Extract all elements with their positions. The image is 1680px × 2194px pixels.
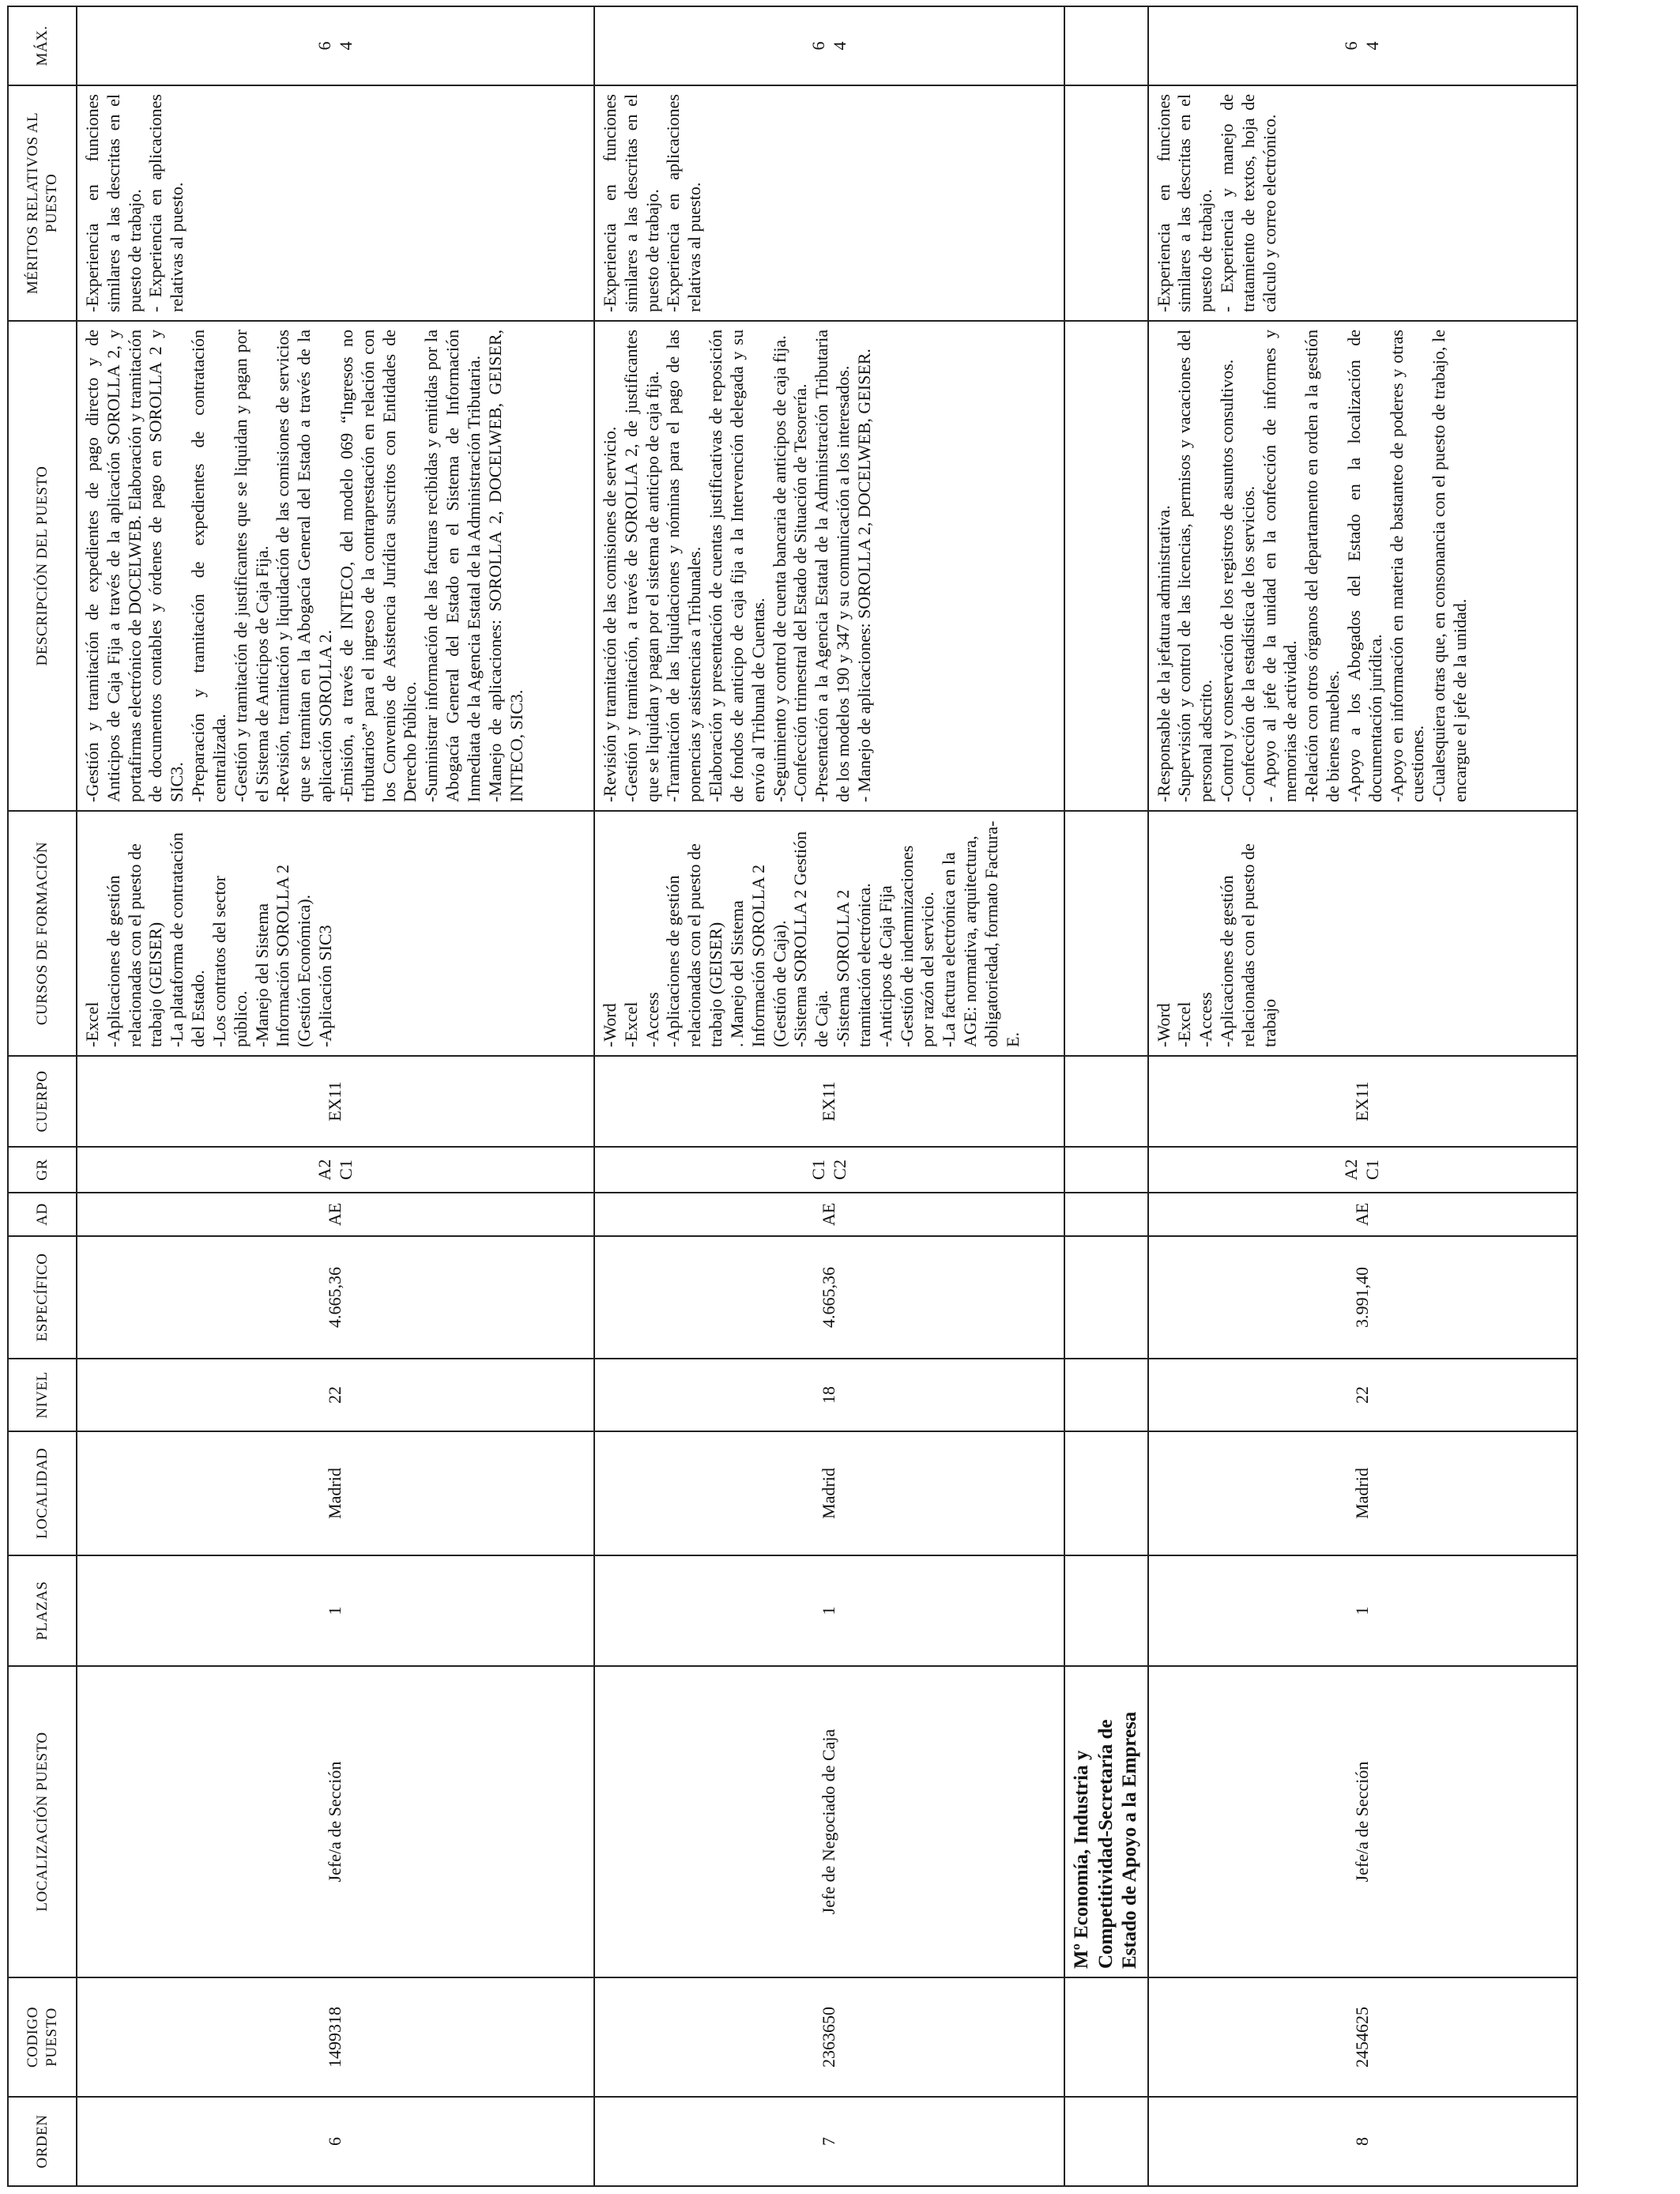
list-item: - Manejo de aplicaciones: SOROLLA 2, DOCELWEB, GEISER.	[853, 349, 874, 802]
gr-1: A2	[314, 1159, 334, 1181]
header-descripcion: DESCRIPCIÓN DEL PUESTO	[8, 321, 77, 811]
cell-meritos	[1148, 85, 1578, 321]
list-item: -Revisión, tramitación y liquidación de las comisiones de servicios que se tramitan en la Abogacía General del Estado a través de la aplicación SOROLLA 2.	[273, 330, 336, 802]
header-max: MÁX.	[8, 6, 77, 85]
job-positions-table	[7, 6, 1578, 2187]
gr-1: C1	[808, 1159, 828, 1180]
section-row	[1064, 6, 1148, 2186]
list-item: -Aplicaciones de gestión relacionadas con el puesto de trabajo (GEISER)	[103, 843, 166, 1047]
list-item: -Access	[642, 992, 662, 1047]
list-item: -Confección de la estadística de los servicios.	[1237, 485, 1258, 802]
header-cuerpo: CUERPO	[8, 1056, 77, 1147]
list-item: -Presentación a la Agencia Estatal de la Administración Tributaria de los modelos 190 y 347 y su comunicación a los interesados.	[812, 330, 853, 802]
cell-nivel: 22	[1148, 1359, 1578, 1431]
header-meritos: MÉRITOS RELATIVOS AL PUESTO	[8, 85, 77, 321]
list-item: -Aplicaciones de gestión relacionadas con el puesto de trabajo (GEISER)	[663, 843, 726, 1047]
cell-puesto: Jefe/a de Sección	[1148, 1666, 1578, 1977]
header-gr: GR	[8, 1147, 77, 1193]
cell-max	[77, 6, 594, 85]
cell-localidad: Madrid	[77, 1431, 594, 1555]
list-item: . Manejo del Sistema Información SOROLLA 2 (Gestión de Caja).	[726, 865, 789, 1047]
list-item: -Manejo de aplicaciones: SOROLLA 2, DOCELWEB, GEISER, INTECO, SIC3.	[484, 330, 526, 802]
cell-ad: AE	[77, 1193, 594, 1236]
cell-puesto: Jefe/a de Sección	[77, 1666, 594, 1977]
list-item: -Aplicación SIC3	[315, 925, 336, 1047]
cell-especifico: 4.665,36	[77, 1236, 594, 1359]
header-plazas: PLAZAS	[8, 1555, 77, 1666]
list-item: -Revisión y tramitación de las comisiones de servicio.	[600, 426, 620, 802]
cell-cursos	[77, 811, 594, 1056]
section-title: Mº Economía, Industria y Competitividad-Secretaría de Estado de Apoyo a la Empresa	[1064, 1666, 1148, 1977]
list-item: -Gestión y tramitación, a través de SOROLLA 2, de justificantes que se liquidan y pagan por el sistema de anticipo de caja fija.	[620, 330, 662, 802]
cell-especifico: 4.665,36	[594, 1236, 1064, 1359]
cell-nivel: 18	[594, 1359, 1064, 1431]
cell-nivel: 22	[77, 1359, 594, 1431]
list-item: -Apoyo a los Abogados del Estado en la localización de documentación jurídica.	[1343, 330, 1385, 802]
cell-meritos	[77, 85, 594, 321]
table-row	[594, 6, 1064, 2186]
list-item: -Anticipos de Caja Fija	[875, 885, 895, 1047]
cell-gr	[77, 1147, 594, 1193]
cell-gr	[594, 1147, 1064, 1193]
cell-plazas: 1	[1148, 1555, 1578, 1666]
list-item: -Experiencia en aplicaciones relativas al puesto.	[663, 94, 705, 312]
cell-orden: 7	[594, 2097, 1064, 2186]
cell-max	[594, 6, 1064, 85]
max-1: 6	[808, 41, 828, 51]
cell-descripcion	[1148, 321, 1578, 811]
list-item: -Preparación y tramitación de expedientes de contratación centralizada.	[188, 330, 229, 802]
header-localidad: LOCALIDAD	[8, 1431, 77, 1555]
list-item: -Tramitación de las liquidaciones y nóminas para el pago de las ponencias y asistencias a Tribunales.	[663, 330, 705, 802]
list-item: -La factura electrónica en la AGE: normativa, arquitectura, obligatoriedad, formato Factura-E.	[939, 820, 1023, 1047]
cell-cuerpo: EX11	[1148, 1056, 1578, 1147]
cell-ad: AE	[1148, 1193, 1578, 1236]
list-item: -Gestión de indemnizaciones por razón del servicio.	[896, 845, 938, 1047]
max-2: 4	[1362, 41, 1383, 51]
header-especifico: ESPECÍFICO	[8, 1236, 77, 1359]
cell-puesto: Jefe de Negociado de Caja	[594, 1666, 1064, 1977]
list-item: - Experiencia en aplicaciones relativas al puesto.	[145, 94, 187, 312]
cell-plazas: 1	[594, 1555, 1064, 1666]
list-item: -Access	[1196, 992, 1216, 1047]
cell-codigo: 2363650	[594, 1977, 1064, 2097]
list-item: -Relación con otros órganos del departamento en orden a la gestión de bienes muebles.	[1301, 330, 1343, 802]
list-item: -Sistema SOROLLA 2 tramitación electrónica.	[833, 883, 874, 1047]
max-1: 6	[314, 41, 334, 51]
cell-cursos	[1148, 811, 1578, 1056]
cell-codigo: 2454625	[1148, 1977, 1578, 2097]
list-item: -Excel	[82, 1001, 102, 1047]
max-2: 4	[335, 41, 356, 51]
list-item: -Word	[600, 1003, 620, 1047]
cell-orden: 8	[1148, 2097, 1578, 2186]
list-item: -Cualesquiera otras que, en consonancia con el puesto de trabajo, le encargue el jefe de la unidad.	[1429, 330, 1471, 802]
cell-descripcion	[594, 321, 1064, 811]
cell-ad: AE	[594, 1193, 1064, 1236]
gr-2: C1	[1362, 1159, 1383, 1180]
list-item: -Emisión, a través de INTECO, del modelo 069 “Ingresos no tributarios” para el ingreso de la contraprestación en relación con los Convenios de Asistencia Jurídica suscritos con Entidades de Derecho Público.	[336, 330, 420, 802]
header-row	[8, 6, 77, 2186]
max-1: 6	[1341, 41, 1362, 51]
list-item: -Gestión y tramitación de justificantes que se liquidan y pagan por el Sistema de Anticipos de Caja Fija.	[230, 330, 272, 802]
list-item: -Elaboración y presentación de cuentas justificativas de reposición de fondos de anticipo de caja fija a la Intervención delegada y su envío al Tribunal de Cuentas.	[706, 330, 768, 802]
list-item: -Aplicaciones de gestión relacionadas con el puesto de trabajo	[1216, 843, 1279, 1047]
list-item: -Manejo del Sistema Información SOROLLA 2 (Gestión Económica).	[251, 865, 315, 1047]
cell-gr	[1148, 1147, 1578, 1193]
list-item: - Experiencia y manejo de tratamiento de textos, hoja de cálculo y correo electrónico.	[1216, 94, 1279, 312]
list-item: -Control y conservación de los registros de asuntos consultivos.	[1216, 359, 1237, 802]
gr-2: C2	[829, 1159, 849, 1180]
table-row	[1148, 6, 1578, 2186]
list-item: -Experiencia en funciones similares a las descritas en el puesto de trabajo.	[600, 94, 662, 312]
cell-descripcion	[77, 321, 594, 811]
gr-1: A2	[1341, 1159, 1362, 1181]
header-orden: ORDEN	[8, 2097, 77, 2186]
cell-max	[1148, 6, 1578, 85]
header-cursos: CURSOS DE FORMACIÓN	[8, 811, 77, 1056]
max-2: 4	[829, 41, 849, 51]
header-nivel: NIVEL	[8, 1359, 77, 1431]
cell-especifico: 3.991,40	[1148, 1236, 1578, 1359]
list-item: -Excel	[620, 1001, 641, 1047]
list-item: -Responsable de la jefatura administrativa.	[1153, 505, 1173, 802]
header-localizacion: LOCALIZACIÓN PUESTO	[8, 1666, 77, 1977]
list-item: - Apoyo al jefe de la unidad en la confección de informes y memorias de actividad.	[1259, 330, 1301, 802]
cell-plazas: 1	[77, 1555, 594, 1666]
gr-2: C1	[335, 1159, 356, 1180]
header-ad: AD	[8, 1193, 77, 1236]
cell-localidad: Madrid	[1148, 1431, 1578, 1555]
list-item: -Los contratos del sector público.	[209, 876, 250, 1047]
cell-cuerpo: EX11	[594, 1056, 1064, 1147]
cell-orden: 6	[77, 2097, 594, 2186]
list-item: -Excel	[1174, 1001, 1195, 1047]
cell-cursos	[594, 811, 1064, 1056]
list-item: -Gestión y tramitación de expedientes de pago directo y de Anticipos de Caja Fija a través de la aplicación SOROLLA 2, y portafirmas electrónico de DOCELWEB. Elaboración y tramitación de documentos contables y órdenes de pago en SOROLLA 2 y SIC3.	[82, 330, 187, 802]
list-item: -Suministrar información de las facturas recibidas y emitidas por la Abogacía General del Estado en el Sistema de Información Inmediata de la Agencia Estatal de la Administración Tributaria.	[421, 330, 484, 802]
cell-localidad: Madrid	[594, 1431, 1064, 1555]
list-item: -Supervisión y control de las licencias, permisos y vacaciones del personal adscrito.	[1174, 330, 1216, 802]
list-item: -Apoyo en información en materia de bastanteo de poderes y otras cuestiones.	[1386, 330, 1428, 802]
cell-codigo: 1499318	[77, 1977, 594, 2097]
list-item: -Experiencia en funciones similares a las descritas en el puesto de trabajo.	[82, 94, 145, 312]
list-item: -Word	[1153, 1003, 1173, 1047]
cell-meritos	[594, 85, 1064, 321]
table-row	[77, 6, 594, 2186]
list-item: -Confección trimestral del Estado de Situación de Tesorería.	[790, 383, 811, 802]
list-item: -La plataforma de contratación del Estado.	[167, 832, 209, 1047]
cell-cuerpo: EX11	[77, 1056, 594, 1147]
list-item: -Seguimiento y control de cuenta bancaria de anticipos de caja fija.	[769, 335, 789, 802]
header-codigo: CODIGO PUESTO	[8, 1977, 77, 2097]
list-item: -Experiencia en funciones similares a las descritas en el puesto de trabajo.	[1153, 94, 1216, 312]
list-item: -Sistema SOROLLA 2 Gestión de Caja.	[790, 831, 832, 1047]
